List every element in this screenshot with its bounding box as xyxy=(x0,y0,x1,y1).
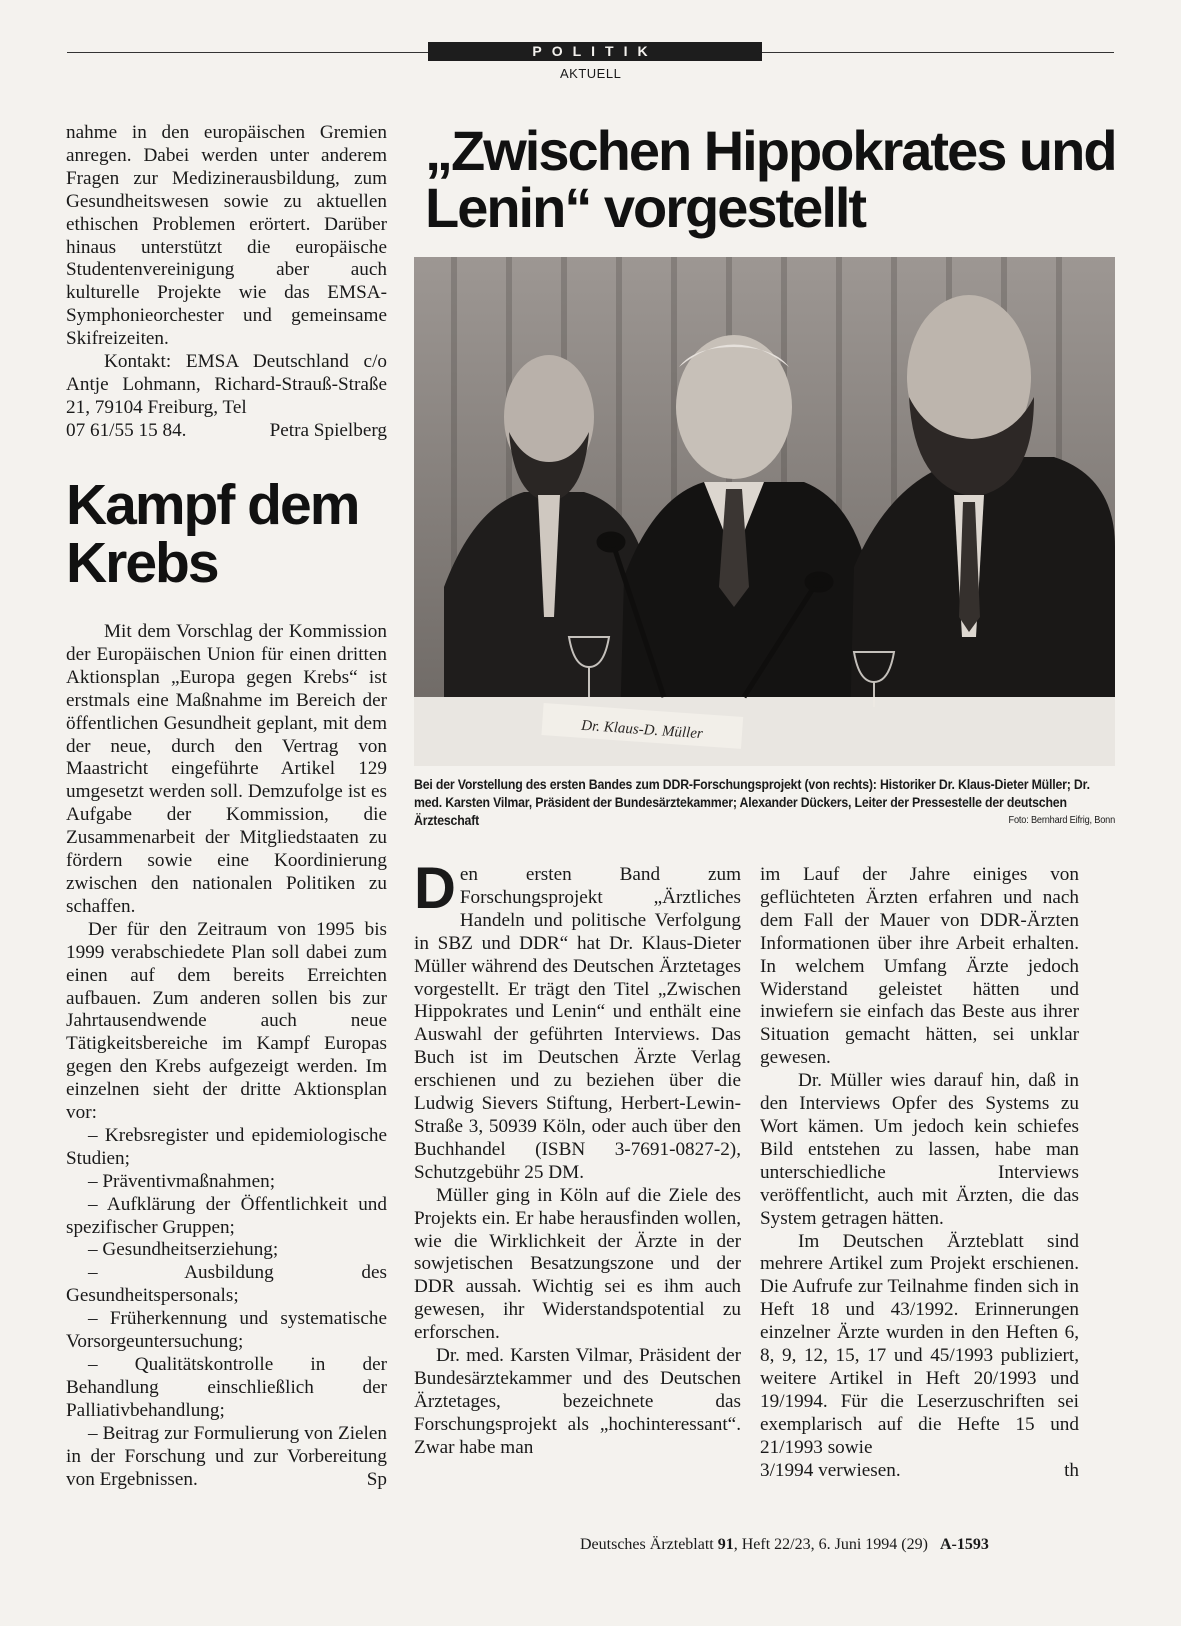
main-article-paragraph: Dr. Müller wies darauf hin, daß in den Interviews Opfer des Systems zu Wort kämen. Um jedoch kein schiefes Bild entstehen zu lassen, habe man unterschiedliche Interviews veröffentlicht, auch mit Ärzten, die das System getragen hätten. xyxy=(760,1070,1079,1229)
journal-issue: , Heft 22/23, 6. Juni 1994 (29) xyxy=(733,1536,928,1553)
journal-name: Deutsches Ärzteblatt xyxy=(580,1536,718,1553)
main-article-last-line xyxy=(760,1460,1079,1483)
page-footer xyxy=(580,1536,989,1554)
author-signature: Petra Spielberg xyxy=(269,419,387,441)
list-item: – Ausbildung des Gesundheitspersonals; xyxy=(66,1262,387,1307)
list-item: – Aufklärung der Öffentlichkeit und spezifischer Gruppen; xyxy=(66,1193,387,1238)
left-article-headline: Kampf dem Krebs xyxy=(66,473,359,596)
main-article-last-text: 3/1994 verwiesen. xyxy=(760,1459,901,1481)
contact-phone: 07 61/55 15 84. xyxy=(66,419,187,441)
photo-credit: Foto: Bernhard Eifrig, Bonn xyxy=(1008,814,1116,826)
main-article-column-2 xyxy=(760,864,1079,1482)
press-photo xyxy=(414,257,1115,766)
article-signature: Sp xyxy=(366,1468,387,1490)
contact-paragraph: Kontakt: EMSA Deutschland c/o Antje Lohmann, Richard-Strauß-Straße 21, 79104 Freiburg, Tel xyxy=(66,351,387,418)
main-article-column-1 xyxy=(414,856,741,1460)
subsection-label: AKTUELL xyxy=(560,66,622,81)
list-item: – Krebsregister und epidemiologische Studien; xyxy=(66,1124,387,1169)
left-column-top xyxy=(66,122,387,443)
drop-cap: D xyxy=(414,856,456,921)
section-label: POLITIK xyxy=(428,42,762,61)
photo-caption-text: Bei der Vorstellung des ersten Bandes zum DDR-Forschungsprojekt (von rechts): Historiker Dr. Klaus-Dieter Müller; Dr. med. Karsten Vilmar, Präsident der Bundesärztekammer; Alexander Dückers, Leiter der Pressestelle der deutschen Ärzteschaft xyxy=(414,777,1090,828)
list-item-last xyxy=(66,1423,387,1492)
list-item-text: – Beitrag zur Formulierung von Zielen in der Forschung und zur Vorbereitung von Ergebnissen. xyxy=(66,1422,387,1490)
main-article-lead-text: en ersten Band zum Forschungsprojekt „Ärztliches Handeln und politische Verfolgung in SBZ und DDR“ hat Dr. Klaus-Dieter Müller während des Deutschen Ärztetages vorgestellt. Er trägt den Titel „Zwischen Hippokrates und Lenin“ und enthält eine Auswahl der geführten Interviews. Das Buch ist im Deutschen Ärzte Verlag erschienen und zu beziehen über die Ludwig Sievers Stiftung, Herbert-Lewin-Straße 3, 50939 Köln, oder auch über den Buchhandel (ISBN 3-7691-0827-2), Schutzgebühr 25 DM. xyxy=(414,864,741,1183)
contact-signature-line xyxy=(66,420,387,443)
photo-caption xyxy=(414,776,1115,829)
main-article-paragraph xyxy=(414,856,741,1185)
left-article-paragraph: Mit dem Vorschlag der Kommission der Europäischen Union für einen dritten Aktionsplan „Europa gegen Krebs“ ist erstmals eine Maßnahme im Bereich der öffentlichen Gesundheit geplant, mit dem der neue, durch den Vertrag von Maastricht eingeführte Artikel 129 umgesetzt werden soll. Demzufolge ist es Aufgabe der Kommission, die Zusammenarbeit der Mitgliedstaaten zu fördern sowie eine Koordinierung zwischen den nationalen Politiken zu schaffen. xyxy=(66,621,387,917)
main-article-paragraph: Dr. med. Karsten Vilmar, Präsident der Bundesärztekammer und des Deutschen Ärztetages, bezeichnete das Forschungsprojekt als „hochinteressant“. Zwar habe man xyxy=(414,1345,741,1458)
photo-nameplate: Dr. Klaus-D. Müller xyxy=(580,717,704,743)
page-number: A-1593 xyxy=(939,1536,989,1553)
list-item: – Früherkennung und systematische Vorsorgeuntersuchung; xyxy=(66,1308,387,1353)
main-article-paragraph: Im Deutschen Ärzteblatt sind mehrere Artikel zum Projekt erschienen. Die Aufrufe zur Teilnahme finden sich in Heft 18 und 43/1992. Erinnerungen einzelner Ärzte wurden in den Heften 6, 8, 9, 12, 15, 17 und 45/1993 publiziert, weitere Artikel in Heft 20/1993 und 19/1994. Für die Leserzuschriften sei exemplarisch auf die Hefte 15 und 21/1993 sowie xyxy=(760,1230,1079,1458)
press-photo-image xyxy=(414,257,1115,766)
journal-volume: 91 xyxy=(717,1536,734,1553)
list-item: – Qualitätskontrolle in der Behandlung einschließlich der Palliativbehandlung; xyxy=(66,1354,387,1421)
continued-paragraph: nahme in den europäischen Gremien anregen. Dabei werden unter anderem Fragen zur Medizinerausbildung, zum Gesundheitswesen sowie zu aktuellen ethischen Problemen erörtert. Darüber hinaus unterstützt die europäische Studentenvereinigung aber auch kulturelle Projekte wie das EMSA-Symphonieorchester und gemeinsame Skifreizeiten. xyxy=(66,122,387,350)
main-article-paragraph: im Lauf der Jahre einiges von geflüchteten Ärzten erfahren und nach dem Fall der Mauer von DDR-Ärzten Informationen über ihre Arbeit erhalten. In welchem Umfang Ärzte jedoch Widerstand geleistet hätten und inwiefern sie einfach das Beste aus ihrer Situation gemacht hätten, sei unklar gewesen. xyxy=(760,864,1079,1069)
list-item: – Präventivmaßnahmen; xyxy=(88,1170,276,1192)
list-item: – Gesundheitserziehung; xyxy=(88,1239,279,1261)
left-article-paragraph: Der für den Zeitraum von 1995 bis 1999 verabschiedete Plan soll dabei zum einen auf dem bereits Erreichten aufbauen. Zum anderen sollen bis zur Jahrtausendwende auch neue Tätigkeitsbereiche im Kampf Europas gegen den Krebs aufgezeigt werden. Im einzelnen sieht der dritte Aktionsplan vor: xyxy=(66,918,387,1124)
left-article-body xyxy=(66,621,387,1491)
main-article-paragraph: Müller ging in Köln auf die Ziele des Projekts ein. Er habe herausfinden wollen, wie die Wirklichkeit der Ärzte in der sowjetischen Besatzungszone und der DDR aussah. Wichtig sei es ihm auch gewesen, ihr Widerstandspotential zu erforschen. xyxy=(414,1184,741,1344)
article-signature: th xyxy=(1064,1459,1079,1481)
main-headline: „Zwischen Hippokrates und Lenin“ vorgestellt xyxy=(425,119,1116,240)
